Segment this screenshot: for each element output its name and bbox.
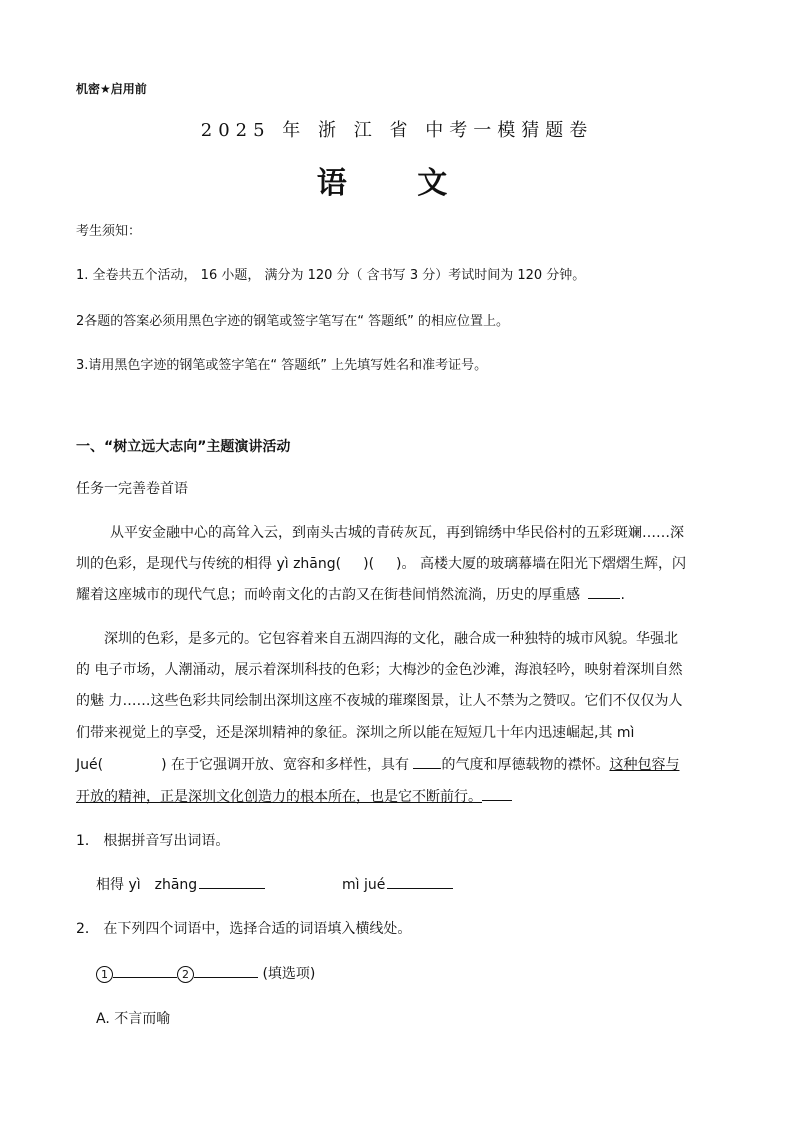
confidential-mark: 机密★启用前	[76, 82, 147, 96]
answer-blank[interactable]	[199, 874, 265, 889]
question-1: 1． 根据拼音写出词语。	[76, 833, 230, 849]
answer-blank[interactable]	[387, 874, 453, 889]
answer-blank[interactable]	[113, 963, 177, 978]
para1-text: 耀着这座城市的现代气息；而岭南文化的古韵又在街巷间悄然流淌，历史的厚重感	[76, 587, 580, 603]
para2-text: 的气度和厚德载物的襟怀。	[441, 757, 610, 773]
q1-pinyin: mì jué	[342, 877, 386, 893]
para1-text: )。 高楼大厦的玻璃幕墙在阳光下熠熠生辉，闪	[396, 556, 686, 572]
underlined-sentence: 开放的精神，正是深圳文化创造力的根本所在，也是它不断前行。	[76, 789, 482, 805]
answer-blank[interactable]	[194, 963, 258, 978]
circled-number-2: 2	[177, 966, 194, 983]
q2-hint: (填选项)	[262, 966, 316, 982]
answer-blank[interactable]	[588, 584, 620, 599]
q1-item-b	[342, 874, 453, 893]
para2-line: 的 电子市场，人潮涌动，展示着深圳科技的色彩；大梅沙的金色沙滩，海浪轻吟，映射着深圳自然	[76, 662, 683, 678]
note-item: 3.请用黑色字迹的钢笔或签字笔在“ 答题纸” 上先填写姓名和准考证号。	[76, 358, 488, 373]
underlined-sentence: 这种包容与	[609, 757, 680, 773]
answer-blank[interactable]	[413, 754, 441, 769]
para2-line	[76, 786, 512, 806]
exam-title: 2025 年 浙 江 省 中考一模猜题卷	[200, 120, 594, 141]
para2-line: 的魅 力……这些色彩共同绘制出深圳这座不夜城的璀璨图景，让人不禁为之赞叹。它们不仅仅为人	[76, 693, 683, 709]
para1-text: )(	[363, 556, 375, 572]
para2-text: ) 在于它强调开放、宽容和多样性，具有	[161, 757, 409, 773]
para2-line: 们带来视觉上的享受，还是深圳精神的象征。深圳之所以能在短短几十年内迅速崛起,其 mì	[76, 725, 635, 741]
q1-item-a	[96, 874, 265, 894]
question-2: 2． 在下列四个词语中，选择合适的词语填入横线处。	[76, 921, 412, 937]
para2-line: 深圳的色彩，是多元的。它包容着来自五湖四海的文化，融合成一种独特的城市风貌。华强北	[104, 631, 678, 647]
option-a[interactable]: A. 不言而喻	[96, 1011, 171, 1027]
notes-heading: 考生须知：	[76, 224, 142, 239]
para1-line: 耀着这座城市的现代气息；而岭南文化的古韵又在街巷间悄然流淌，历史的厚重感 .	[76, 584, 625, 604]
para2-line	[76, 754, 679, 774]
section-title: 一、“树立远大志向”主题演讲活动	[76, 439, 291, 455]
para1-line	[76, 553, 686, 573]
note-item: 2各题的答案必须用黑色字迹的钢笔或签字笔写在“ 答题纸” 的相应位置上。	[76, 314, 510, 329]
subject-title: 语 文	[316, 166, 478, 201]
underline-tail	[482, 786, 512, 801]
task-title: 任务一完善卷首语	[76, 481, 188, 497]
q1-pinyin: 相得 yì zhāng	[96, 877, 198, 893]
circled-number-1: 1	[96, 966, 113, 983]
para1-line: 从平安金融中心的高耸入云，到南头古城的青砖灰瓦，再到锦绣中华民俗村的五彩斑斓……深	[110, 525, 684, 541]
para1-text: 圳的色彩，是现代与传统的相得 yì zhāng(	[76, 556, 342, 572]
para2-text: Jué(	[76, 757, 104, 773]
note-item: 1. 全卷共五个活动， 16 小题， 满分为 120 分（ 含书写 3 分）考试时间为 120 分钟。	[76, 268, 586, 283]
q2-answer-line	[96, 963, 315, 983]
